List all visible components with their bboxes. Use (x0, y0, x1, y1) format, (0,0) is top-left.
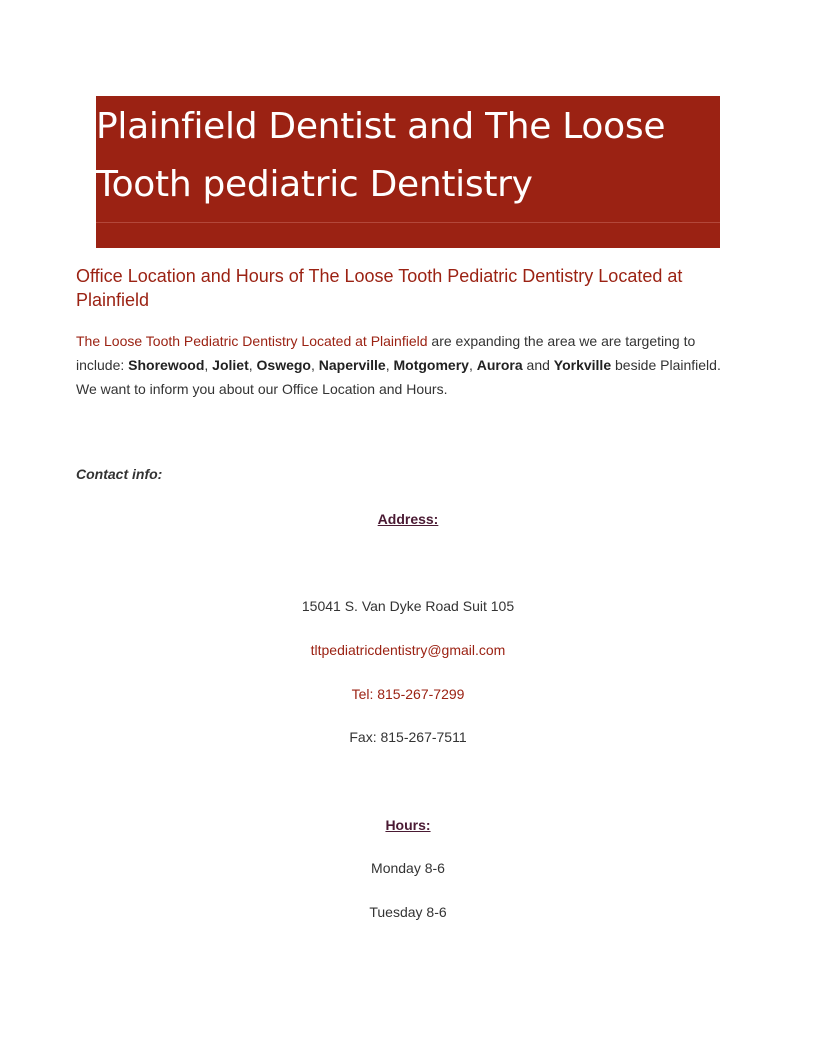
fax-value: Fax: 815-267-7511 (349, 729, 467, 745)
practice-link[interactable]: The Loose Tooth Pediatric Dentistry Located at Plainfield (76, 333, 428, 349)
phone-link[interactable]: Tel: 815-267-7299 (351, 686, 465, 702)
separator: , (385, 357, 394, 373)
separator: , (468, 357, 477, 373)
site-title (96, 98, 696, 214)
city-oswego: Oswego (256, 357, 311, 373)
separator: , (248, 357, 257, 373)
intro-text-2: beside Plainfield. We want to inform you about our Office Location and Hours. (76, 357, 721, 397)
banner-divider (96, 222, 720, 223)
site-title-line-2: Tooth pediatric Dentistry (96, 164, 533, 205)
city-aurora: Aurora (476, 357, 523, 373)
city-motgomery: Motgomery (393, 357, 469, 373)
page-heading: Office Location and Hours of The Loose Tooth Pediatric Dentistry Located at Plainfield (76, 266, 683, 310)
site-title-line-1: Plainfield Dentist and The Loose (96, 106, 666, 147)
separator: , (204, 357, 213, 373)
address-label: Address: (377, 511, 439, 527)
intro-text-1: are expanding the area we are targeting to include: (76, 333, 696, 373)
city-yorkville: Yorkville (553, 357, 612, 373)
intro-paragraph (76, 329, 740, 401)
city-naperville: Naperville (318, 357, 386, 373)
hours-tuesday: Tuesday 8-6 (369, 904, 447, 920)
separator: , (311, 357, 319, 373)
conjunction: and (522, 357, 554, 373)
header-banner (96, 96, 720, 248)
address-value: 15041 S. Van Dyke Road Suit 105 (301, 598, 515, 614)
hours-label: Hours: (385, 817, 431, 833)
email-link[interactable]: tltpediatricdentistry@gmail.com (310, 642, 506, 658)
city-joliet: Joliet (212, 357, 249, 373)
contact-info-label: Contact info: (76, 466, 163, 482)
hours-monday: Monday 8-6 (371, 860, 445, 876)
city-shorewood: Shorewood (128, 357, 205, 373)
